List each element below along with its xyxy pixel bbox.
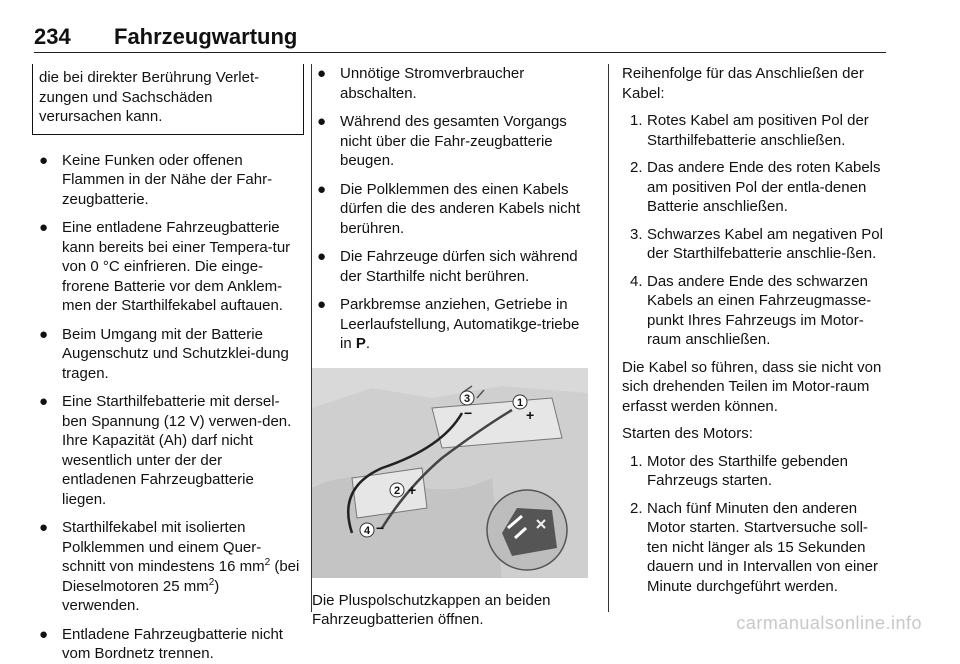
column-middle xyxy=(312,64,594,630)
list-item-text: (bei Dieselmotoren 25 mm xyxy=(62,558,300,595)
list-item-text: Parkbremse anziehen, Getriebe in Leerlaufstellung, Automatikge-triebe in xyxy=(340,296,580,352)
step-number: 1. xyxy=(630,452,643,470)
list-item xyxy=(312,64,594,103)
list-item-text: ) verwenden. xyxy=(62,577,220,614)
list-item xyxy=(34,518,300,616)
bullet-icon: ● xyxy=(317,180,327,198)
list-item-text: . xyxy=(365,335,371,352)
engine-bay-figure xyxy=(312,368,588,578)
step-number: 2. xyxy=(630,499,643,517)
step-number: 3. xyxy=(630,225,643,243)
intro-text: Reihenfolge für das Anschließen der Kabel: xyxy=(622,65,864,102)
list-item-text: Starthilfekabel mit isolierten Polklemmen und einem Quer-schnitt von mindestens 16 mm xyxy=(62,519,265,575)
label-2: 2 xyxy=(394,484,401,497)
list-item-text: Entladene Fahrzeugbatterie nicht vom Bordnetz trennen. xyxy=(62,625,283,662)
list-item-text: Eine Starthilfebatterie mit dersel-ben Spannung (12 V) verwen-den. Ihre Kapazität (Ah) darf nicht wesentlich unter der der entladenen Fahrzeugbatterie liegen. xyxy=(62,393,292,508)
superscript: 2 xyxy=(264,557,271,568)
step-text: Schwarzes Kabel am negativen Pol der Starthilfebatterie anschlie-ßen. xyxy=(647,225,883,262)
minus-label: − xyxy=(376,519,385,536)
step-number: 2. xyxy=(630,159,643,176)
figure-caption: Die Pluspolschutzkappen an beiden Fahrzeugbatterien öffnen. xyxy=(312,591,551,628)
watermark: carmanualsonline.info xyxy=(736,613,922,633)
list-item xyxy=(34,151,300,210)
bullet-icon: ● xyxy=(39,393,49,410)
zoom-inset xyxy=(487,490,567,570)
bullet-icon: ● xyxy=(39,519,49,536)
label-1: 1 xyxy=(517,396,524,409)
list-item xyxy=(312,295,594,354)
warning-text: die bei direkter Berührung Verlet-zungen und Sachschäden verursachen kann. xyxy=(39,69,260,125)
list-item xyxy=(312,247,594,286)
list-item xyxy=(622,111,888,150)
bullet-icon: ● xyxy=(317,113,327,130)
superscript: 2 xyxy=(208,576,215,588)
list-item xyxy=(622,158,888,217)
bullet-icon: ● xyxy=(39,625,49,643)
label-4: 4 xyxy=(364,524,371,537)
engine-bay-illustration xyxy=(312,368,588,578)
column-right xyxy=(622,64,888,596)
step-text: Das andere Ende des schwarzen Kabels an einen Fahrzeugmasse-punkt Ihres Fahrzeugs im Motor-raum anschließen. xyxy=(647,272,872,348)
page-title: Fahrzeugwartung xyxy=(114,24,298,49)
list-item-text: Die Fahrzeuge dürfen sich während der Starthilfe nicht berühren. xyxy=(340,248,578,285)
list-item xyxy=(34,218,300,316)
step-text: Das andere Ende des roten Kabels am positiven Pol der entla-denen Batterie anschließen. xyxy=(647,159,881,215)
section-heading: Starten des Motors: xyxy=(622,425,753,442)
step-text: Rotes Kabel am positiven Pol der Starthilfebatterie anschließen. xyxy=(647,112,869,149)
column-left xyxy=(34,64,300,664)
list-item-text: Keine Funken oder offenen Flammen in der Nähe der Fahr-zeugbatterie. xyxy=(62,151,273,208)
connection-steps xyxy=(622,111,888,350)
list-item xyxy=(34,325,300,384)
list-item xyxy=(622,225,888,264)
list-item xyxy=(622,272,888,350)
list-item xyxy=(622,499,888,597)
bullet-icon: ● xyxy=(39,325,49,343)
bullet-icon: ● xyxy=(39,219,49,236)
start-steps xyxy=(622,452,888,597)
list-item xyxy=(312,112,594,171)
list-item xyxy=(622,452,888,491)
label-3: 3 xyxy=(464,392,471,405)
step-number: 1. xyxy=(630,112,643,129)
list-item-text: Die Polklemmen des einen Kabels dürfen die des anderen Kabels nicht berühren. xyxy=(340,180,581,237)
step-text: Nach fünf Minuten den anderen Motor starten. Startversuche soll-ten nicht länger als 15 Sekunden dauern und in Intervallen von einer Minute durchgeführt werden. xyxy=(647,499,878,595)
page-header xyxy=(34,22,886,53)
bullet-list xyxy=(312,64,594,354)
plus-label: + xyxy=(526,406,535,423)
step-text: Motor des Starthilfe gebenden Fahrzeugs starten. xyxy=(647,452,848,489)
list-item xyxy=(34,392,300,509)
cable-routing-text: Die Kabel so führen, dass sie nicht von sich drehenden Teilen im Motor-raum erfasst werden können. xyxy=(622,358,882,415)
list-item-text: Unnötige Stromverbraucher abschalten. xyxy=(340,65,525,102)
bullet-icon: ● xyxy=(317,248,327,265)
list-item-text: Während des gesamten Vorgangs nicht über die Fahr-zeugbatterie beugen. xyxy=(340,113,567,169)
column-divider xyxy=(608,64,609,612)
bullet-icon: ● xyxy=(317,296,327,313)
gear-position: P xyxy=(355,335,366,352)
list-item-text: Eine entladene Fahrzeugbatterie kann bereits bei einer Tempera-tur von 0 °C einfrieren. Die einge-frorene Batterie vor dem Anklem-men der Starthilfekabel auftauen. xyxy=(62,219,291,314)
list-item xyxy=(34,625,300,664)
minus-label: − xyxy=(464,404,473,421)
bullet-list xyxy=(34,151,300,664)
list-item xyxy=(312,180,594,239)
page-number: 234 xyxy=(34,24,71,49)
bullet-icon: ● xyxy=(317,65,327,82)
bullet-icon: ● xyxy=(39,151,49,169)
warning-box xyxy=(32,64,304,135)
list-item-text: Beim Umgang mit der Batterie Augenschutz und Schutzklei-dung tragen. xyxy=(62,325,289,382)
step-number: 4. xyxy=(630,272,643,290)
plus-label: + xyxy=(408,481,417,498)
